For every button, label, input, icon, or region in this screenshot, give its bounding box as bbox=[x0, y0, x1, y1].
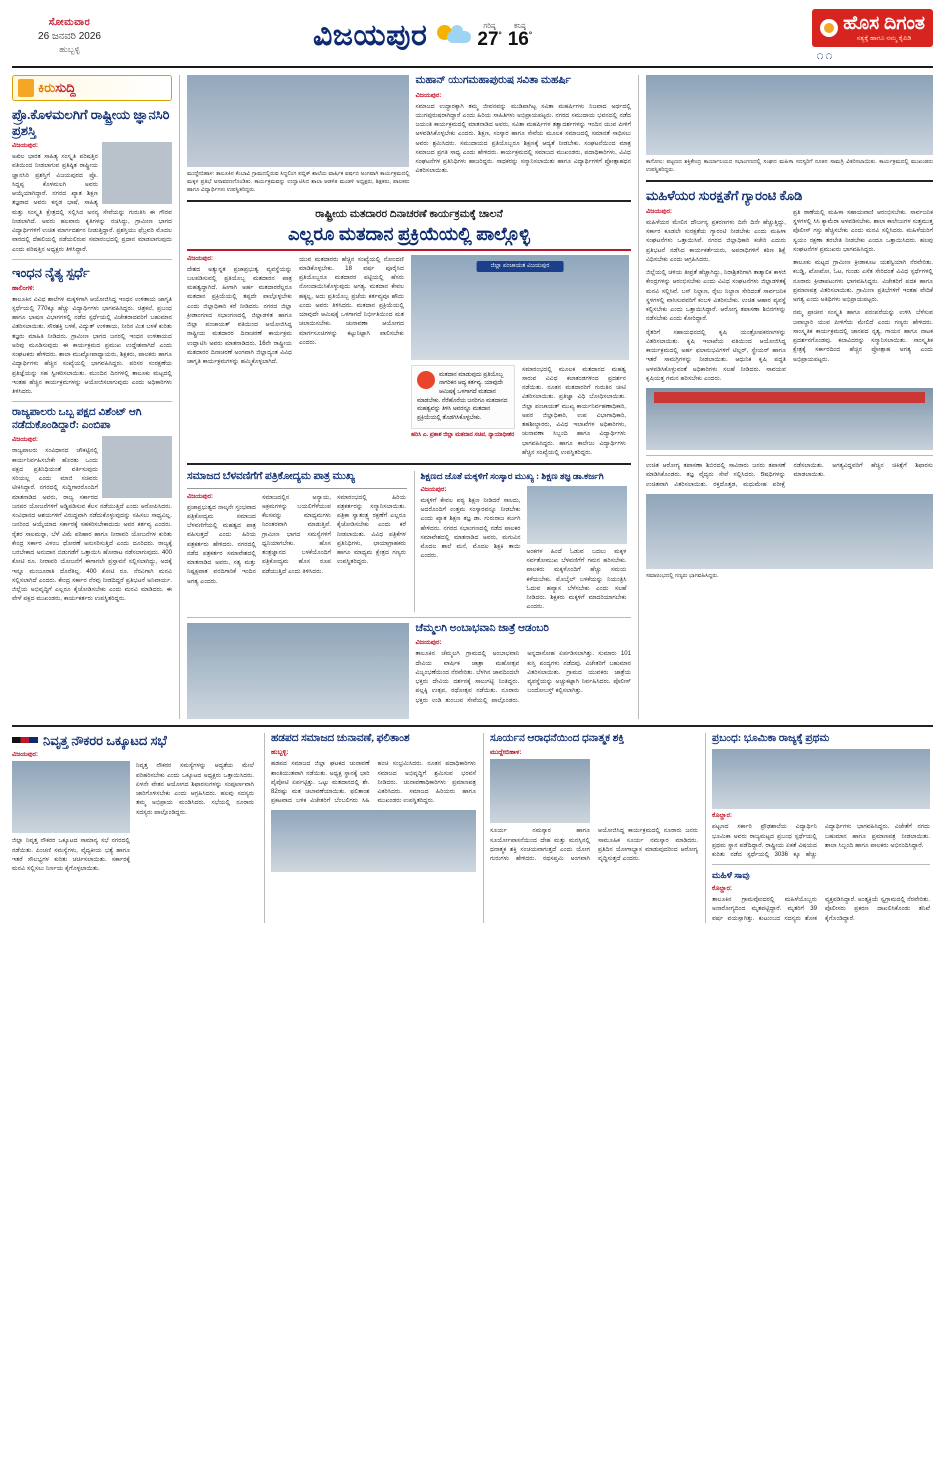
samaja-headline: ಸಮಾಜದ ಬೆಳವಣಿಗೆಗೆ ಪತ್ರಿಕೋದ್ಯಮ ಪಾತ್ರ ಮುಖ್ಯ bbox=[187, 471, 355, 483]
footer4-headline: ಪ್ರಬಂಧ: ಭೂಮಿಕಾ ರಾಜ್ಯಕ್ಕೆ ಪ್ರಥಮ bbox=[712, 732, 830, 744]
savitha-story bbox=[415, 75, 631, 194]
footer1-photo bbox=[12, 761, 130, 833]
degree-symbol-low: ° bbox=[528, 30, 533, 40]
footer-story-3 bbox=[483, 733, 698, 923]
footer2-photo bbox=[271, 810, 476, 872]
footer3-body: ಸೂರ್ಯ ನಮಸ್ಕಾರ ಹಾಗೂ ಸೂರ್ಯೋಪಾಸನೆಯಿಂದ ದೇಹ ಮತ್ತು ಮನಸ್ಸಿನಲ್ಲಿ ಧನಾತ್ಮಕ ಶಕ್ತಿ ಸಂಚಯವಾಗುತ್ತದೆ ಎಂದು ಯೋಗ ಗುರುಗಳು ಹೇಳಿದರು. ರಥಸಪ್ತಮಿ ಅಂಗವಾಗಿ ಆಯೋಜಿಸಿದ್ದ ಕಾರ್ಯಕ್ರಮದಲ್ಲಿ ನೂರಾರು ಜನರು ಸಾಮೂಹಿಕ ಸೂರ್ಯ ನಮಸ್ಕಾರ ಮಾಡಿದರು. ಪ್ರತಿದಿನ ಯೋಗಾಭ್ಯಾಸ ಮಾಡುವುದರಿಂದ ಆರೋಗ್ಯ ವೃದ್ಧಿಸುತ್ತದೆ ಎಂದರು. bbox=[490, 827, 698, 862]
main-story-text-3: ಸಮಾರಂಭದಲ್ಲಿ ಮೂಲಕ ಮತದಾನದ ಮಹತ್ವ ಸಾರುವ ವಿವಿಧ ಕಲಾತಂಡಗಳಿಂದ ಪ್ರದರ್ಶನ ನಡೆಯಿತು. ನೂತನ ಮತದಾರರಿಗೆ ಗುರುತಿನ ಚೀಟಿ ವಿತರಿಸಲಾಯಿತು. ಪ್ರತಿಜ್ಞಾ ವಿಧಿ ಬೋಧಿಸಲಾಯಿತು. ಜಿಲ್ಲಾ ಪಂಚಾಯತ್ ಮುಖ್ಯ ಕಾರ್ಯನಿರ್ವಹಣಾಧಿಕಾರಿ, ಅಪರ ಜಿಲ್ಲಾಧಿಕಾರಿ, ಉಪ ವಿಭಾಗಾಧಿಕಾರಿ, ತಹಶೀಲ್ದಾರರು, ವಿವಿಧ ಇಲಾಖೆಗಳ ಅಧಿಕಾರಿಗಳು, ಚುನಾವಣಾ ಸಿಬ್ಬಂದಿ ಹಾಗೂ ವಿದ್ಯಾರ್ಥಿಗಳು ಭಾಗವಹಿಸಿದ್ದರು. ಹಾಗೂ ಕಾಲೇಜು ವಿದ್ಯಾರ್ಥಿಗಳು ಹೆಚ್ಚಿನ ಸಂಖ್ಯೆಯಲ್ಲಿ ಉಪಸ್ಥಿತರಿದ್ದರು. bbox=[522, 365, 626, 456]
masthead-brand bbox=[718, 9, 933, 63]
main-story-columns bbox=[187, 255, 631, 458]
main-story-col1 bbox=[187, 255, 292, 458]
kirusudhi-badge bbox=[12, 75, 172, 101]
mahile-text-1: ಮಹಿಳೆಯರ ಮೇಲಿನ ದೌರ್ಜನ್ಯ ಪ್ರಕರಣಗಳು ದಿನೇ ದಿನೇ ಹೆಚ್ಚುತ್ತಿದ್ದು, ಸರ್ಕಾರ ಕೂಡಲೇ ಸುರಕ್ಷತೆಯ ಗ್ಯಾರಂಟಿ ನೀಡಬೇಕು ಎಂದು ಮಹಿಳಾ ಸಂಘಟನೆಗಳು ಒತ್ತಾಯಿಸಿವೆ. ನಗರದ ಜಿಲ್ಲಾಧಿಕಾರಿ ಕಚೇರಿ ಎದುರು ಪ್ರತಿಭಟನೆ ನಡೆಸಿದ ಕಾರ್ಯಕರ್ತೆಯರು, ಅಪರಾಧಿಗಳಿಗೆ ಕಠಿಣ ಶಿಕ್ಷೆ ವಿಧಿಸಬೇಕು ಎಂದು ಆಗ್ರಹಿಸಿದರು. bbox=[646, 218, 786, 263]
top-photo-block bbox=[187, 75, 409, 194]
samaja-story bbox=[187, 471, 407, 612]
footer-story-1 bbox=[12, 733, 257, 923]
weather-low bbox=[508, 23, 532, 49]
masthead-date: 26 ಜನವರಿ 2026 bbox=[38, 30, 101, 42]
story1-body: ಅಖಿಲ ಭಾರತ ಸಾಹಿತ್ಯ ಸಂಸ್ಕೃತಿ ಪರಿಷತ್ತಿನ ವತಿಯಿಂದ ನೀಡಲಾಗುವ ಪ್ರತಿಷ್ಠಿತ ರಾಷ್ಟ್ರೀಯ ಜ್ಞಾನಸಿರಿ ಪ್ರಶಸ್ತಿಗೆ ವಿಜಯಪುರದ ಪ್ರೊ. ಸಿದ್ದಪ್ಪ ಕೊಳಮಲಗಿ ಅವರು ಆಯ್ಕೆಯಾಗಿದ್ದಾರೆ. ನಗರದ ಖ್ಯಾತ ಶಿಕ್ಷಣ ತಜ್ಞರಾದ ಅವರು ಕನ್ನಡ ಭಾಷೆ, ಸಾಹಿತ್ಯ ಮತ್ತು ಸಂಸ್ಕೃತಿ ಕ್ಷೇತ್ರದಲ್ಲಿ ಸಲ್ಲಿಸಿದ ಅನನ್ಯ ಸೇವೆಯನ್ನು ಗುರುತಿಸಿ ಈ ಗೌರವ ನೀಡಲಾಗಿದೆ. ಅವರು ಹಲವಾರು ಕೃತಿಗಳನ್ನು ರಚಿಸಿದ್ದು, ಗ್ರಾಮೀಣ ಭಾಗದ ವಿದ್ಯಾರ್ಥಿಗಳಿಗೆ ಉಚಿತ ಮಾರ್ಗದರ್ಶನ ನೀಡುತ್ತಿದ್ದಾರೆ. ಪ್ರಶಸ್ತಿಯು ಫೆಬ್ರವರಿ ಮೊದಲ ವಾರದಲ್ಲಿ ದೆಹಲಿಯಲ್ಲಿ ನಡೆಯಲಿರುವ ಸಮಾರಂಭದಲ್ಲಿ ಪ್ರದಾನ ಮಾಡಲಾಗುವುದು ಎಂದು ಪರಿಷತ್ತಿನ ಅಧ್ಯಕ್ಷರು ತಿಳಿಸಿದ್ದಾರೆ. bbox=[12, 153, 172, 253]
footer-story-2 bbox=[264, 733, 476, 923]
footer1-text-2: ನಿವೃತ್ತ ನೌಕರರ ಸಮಸ್ಯೆಗಳನ್ನು ಆದ್ಯತೆಯ ಮೇಲೆ ಪರಿಹರಿಸಬೇಕು ಎಂದು ಒಕ್ಕೂಟದ ಅಧ್ಯಕ್ಷರು ಒತ್ತಾಯಿಸಿದರು. ಏಳನೇ ವೇತನ ಆಯೋಗದ ಶಿಫಾರಸುಗಳನ್ನು ಸಂಪೂರ್ಣವಾಗಿ ಜಾರಿಗೊಳಿಸಬೇಕು ಎಂದು ಆಗ್ರಹಿಸಿದರು. ಹಲವು ಸದಸ್ಯರು ತಮ್ಮ ಅಭಿಪ್ರಾಯ ಮಂಡಿಸಿದರು. ಸಭೆಯಲ್ಲಿ ನೂರಾರು ಸದಸ್ಯರು ಪಾಲ್ಗೊಂಡಿದ್ದರು. bbox=[136, 762, 254, 816]
event-banner: ಜಿಲ್ಲಾ ಪಂಚಾಯತ ವಿಜಯಪುರ bbox=[477, 261, 564, 272]
main-story-text-2: ಯುವ ಮತದಾರರು ಹೆಚ್ಚಿನ ಸಂಖ್ಯೆಯಲ್ಲಿ ನೋಂದಣಿ ಮಾಡಿಕೊಳ್ಳಬೇಕು. 18 ವರ್ಷ ಪೂರೈಸಿದ ಪ್ರತಿಯೊಬ್ಬರೂ ಮತದಾರರ ಪಟ್ಟಿಯಲ್ಲಿ ಹೆಸರು ನೋಂದಾಯಿಸಿಕೊಳ್ಳುವುದು ಅಗತ್ಯ. ಮತದಾನ ಕೇವಲ ಹಕ್ಕಲ್ಲ, ಅದು ಪ್ರತಿಯೊಬ್ಬ ಪ್ರಜೆಯ ಕರ್ತವ್ಯವೂ ಹೌದು ಎಂದು ಅವರು ತಿಳಿಸಿದರು. ಮತದಾನ ಪ್ರಕ್ರಿಯೆಯಲ್ಲಿ ಯಾವುದೇ ಆಮಿಷಕ್ಕೆ ಒಳಗಾಗದೆ ನಿರ್ಭೀತಿಯಿಂದ ಮತ ಚಲಾಯಿಸಬೇಕು. ಚುನಾವಣಾ ಆಯೋಗದ ಮಾರ್ಗಸೂಚಿಗಳನ್ನು ಕಟ್ಟುನಿಟ್ಟಾಗಿ ಪಾಲಿಸಬೇಕು ಎಂದರು. bbox=[299, 255, 404, 346]
shikshana-text-1: ಮಕ್ಕಳಿಗೆ ಕೇವಲ ಪಠ್ಯ ಶಿಕ್ಷಣ ನೀಡಿದರೆ ಸಾಲದು, ಅದರೊಂದಿಗೆ ಉತ್ತಮ ಸಂಸ್ಕಾರವನ್ನೂ ನೀಡಬೇಕು ಎಂದು ಖ್ಯಾತ ಶಿಕ್ಷಣ ತಜ್ಞ ಡಾ. ಗುರುರಾಜ ಕರ್ಜಗಿ ಹೇಳಿದರು. ನಗರದ ಸಭಾಂಗಣದಲ್ಲಿ ನಡೆದ ಪಾಲಕರ ಸಮಾವೇಶದಲ್ಲಿ ಮಾತನಾಡಿದ ಅವರು, ಮಗುವಿನ ಮೊದಲ ಶಾಲೆ ಮನೆ, ಮೊದಲ ಶಿಕ್ಷಕಿ ತಾಯಿ ಎಂದರು. bbox=[420, 496, 521, 560]
top-photo-caption: ಮುದ್ದೇಬಿಹಾಳ: ತಾಲೂಕಿನ ಕೆಂಬಾವಿ ಗ್ರಾಮದಲ್ಲಿರುವ ಸಿದ್ಧಲಿಂಗ ಪಬ್ಲಿಕ್ ಶಾಲೆಯ ವಾರ್ಷಿಕ ವರ್ಷದ ಅಂಗವಾಗಿ ಕಾರ್ಯಕ್ರಮದಲ್ಲಿ ಮಕ್ಕಳ ಪ್ರತಿಭೆ ಅನಾವರಣಗೊಂಡಿತು. ಕಾರ್ಯಕ್ರಮವನ್ನು ಉದ್ಘಾಟಿಸಿದ ಶಾಲಾ ಆಡಳಿತ ಮಂಡಳಿ ಅಧ್ಯಕ್ಷರು, ಶಿಕ್ಷಕರು, ಪಾಲಕರು ಹಾಗೂ ವಿದ್ಯಾರ್ಥಿಗಳು ಉಪಸ್ಥಿತರಿದ್ದರು. bbox=[187, 171, 410, 194]
shikshana-story bbox=[414, 471, 632, 612]
megaphone-icon bbox=[18, 79, 34, 97]
story3-body: ರಾಜ್ಯಪಾಲರು ಸಂವಿಧಾನದ ಚೌಕಟ್ಟಿನಲ್ಲಿ ಕಾರ್ಯನಿರ್ವಹಿಸಬೇಕೇ ಹೊರತು ಒಂದು ಪಕ್ಷದ ಪ್ರತಿನಿಧಿಯಂತೆ ವರ್ತಿಸುವುದು ಸರಿಯಲ್ಲ ಎಂದು ಮಾಜಿ ಸಚಿವರು ಟೀಕಿಸಿದ್ದಾರೆ. ನಗರದಲ್ಲಿ ಸುದ್ದಿಗಾರರೊಂದಿಗೆ ಮಾತನಾಡಿದ ಅವರು, ರಾಜ್ಯ ಸರ್ಕಾರದ ಜನಪರ ಯೋಜನೆಗಳಿಗೆ ಅಡ್ಡಿಪಡಿಸುವ ಕೆಲಸ ನಡೆಯುತ್ತಿದೆ ಎಂದು ಆರೋಪಿಸಿದರು. ಸಂವಿಧಾನದ ಆಶಯಗಳಿಗೆ ವಿರುದ್ಧವಾಗಿ ನಡೆದುಕೊಳ್ಳುವುದನ್ನು ಸಹಿಸಲು ಸಾಧ್ಯವಿಲ್ಲ. ಜನರಿಂದ ಆಯ್ಕೆಯಾದ ಸರ್ಕಾರಕ್ಕೆ ಸಹಕರಿಸಬೇಕಾದುದು ಅವರ ಕರ್ತವ್ಯ ಎಂದರು. ರೈತರ ಸಾಲಮನ್ನಾ, ಬೆಳೆ ವಿಮೆ ಪರಿಹಾರ ಹಾಗೂ ನೀರಾವರಿ ಯೋಜನೆಗಳ ಕುರಿತು ಕೇಂದ್ರ ಸರ್ಕಾರ ವಿಳಂಬ ಧೋರಣೆ ಅನುಸರಿಸುತ್ತಿದೆ ಎಂದು ದೂರಿದರು. ರಾಜ್ಯಕ್ಕೆ ಬರಬೇಕಾದ ಅನುದಾನ ಬಿಡುಗಡೆಗೆ ಒತ್ತಾಯಿಸಿ ಹೋರಾಟ ನಡೆಸಲಾಗುವುದು. 400 ಕೋಟಿ ರೂ. ನೀರಾವರಿ ಯೋಜನೆಗೆ ಈಗಾಗಲೇ ಪ್ರಸ್ತಾವನೆ ಸಲ್ಲಿಸಲಾಗಿದ್ದು, ಅದಕ್ಕೆ ಇನ್ನೂ ಮಂಜೂರಾತಿ ದೊರೆತಿಲ್ಲ. 400 ಕೋಟಿ ರೂ. ನೆರವಿಗಾಗಿ ಮನವಿ ಸಲ್ಲಿಸಲಾಗಿದೆ ಎಂದರು. ಕೇಂದ್ರ ಸರ್ಕಾರ ನೆರವು ನೀಡದಿದ್ದರೆ ಪ್ರತಿಭಟನೆ ಅನಿವಾರ್ಯ. ಜಿಲ್ಲೆಯ ಅಭಿವೃದ್ಧಿಗೆ ಎಲ್ಲರೂ ಕೈಜೋಡಿಸಬೇಕು ಎಂದು ಮನವಿ ಮಾಡಿದರು. ಈ ವೇಳೆ ಪಕ್ಷದ ಮುಖಂಡರು, ಕಾರ್ಯಕರ್ತರು ಉಪಸ್ಥಿತರಿದ್ದರು. bbox=[12, 447, 172, 603]
top-photo-row bbox=[187, 75, 631, 194]
right-bottom-photo bbox=[646, 494, 933, 569]
main-content bbox=[12, 75, 933, 719]
column-center bbox=[179, 75, 631, 719]
story2-headline: ಇಂಧನ ನೈತ್ಯ ಸ್ಪರ್ಧೆ bbox=[12, 264, 90, 280]
samaja-text-3: ಸಮಾರಂಭದಲ್ಲಿ ಹಿರಿಯ ಪತ್ರಕರ್ತರನ್ನು ಸನ್ಮಾನಿಸಲಾಯಿತು. ಪತ್ರಿಕಾ ಸ್ವಾತಂತ್ರ್ಯ ರಕ್ಷಣೆಗೆ ಎಲ್ಲರೂ ಕೈಜೋಡಿಸಬೇಕು ಎಂದು ಕರೆ ನೀಡಲಾಯಿತು. ವಿವಿಧ ಪತ್ರಿಕೆಗಳ ಪ್ರತಿನಿಧಿಗಳು, ಛಾಯಾಗ್ರಾಹಕರು ಹಾಗೂ ಮಾಧ್ಯಮ ಕ್ಷೇತ್ರದ ಗಣ್ಯರು ಉಪಸ್ಥಿತರಿದ್ದರು. bbox=[337, 493, 406, 566]
right-bottom-caption: ಸಮಾರಂಭದಲ್ಲಿ ಗಣ್ಯರು ಭಾಗವಹಿಸಿದ್ದರು. bbox=[646, 572, 719, 579]
masthead-city: ಹುಬ್ಬಳ್ಳಿ bbox=[59, 44, 80, 55]
jatre-headline: ಚೆಮ್ಮಲಗಿ ಅಂಬಾಭವಾನಿ ಜಾತ್ರೆ ಆಡಂಬರಿ bbox=[415, 622, 549, 634]
masthead-date-block bbox=[12, 17, 127, 55]
degree-symbol-high: ° bbox=[498, 30, 502, 40]
footer2-headline: ಹಡಪದ ಸಮಾಜದ ಚುನಾವಣೆ, ಫಲಿತಾಂಶ bbox=[271, 732, 410, 744]
footer1-text-1: ಜಿಲ್ಲಾ ನಿವೃತ್ತ ನೌಕರರ ಒಕ್ಕೂಟದ ಸಾಮಾನ್ಯ ಸಭೆ ನಗರದಲ್ಲಿ ನಡೆಯಿತು. ಪಿಂಚಣಿ ಸಮಸ್ಯೆಗಳು, ವೈದ್ಯಕೀಯ ಭತ್ಯೆ ಹಾಗೂ ಇತರೆ ಸೌಲಭ್ಯಗಳ ಕುರಿತು ಚರ್ಚಿಸಲಾಯಿತು. ಸರ್ಕಾರಕ್ಕೆ ಮನವಿ ಸಲ್ಲಿಸಲು ನಿರ್ಣಯ ಕೈಗೊಳ್ಳಲಾಯಿತು. bbox=[12, 837, 130, 872]
footer3-byline: ಮುದ್ದೇಬಿಹಾಳ: bbox=[490, 749, 522, 757]
main-story-headline: ಎಲ್ಲರೂ ಮತದಾನ ಪ್ರಕ್ರಿಯೆಯಲ್ಲಿ ಪಾಲ್ಗೊಳ್ಳಿ bbox=[287, 223, 531, 244]
masthead-center bbox=[127, 19, 718, 53]
weather-low-label: ಕನಿಷ್ಠ bbox=[513, 23, 526, 30]
quote-avatar-icon bbox=[417, 371, 435, 389]
tricolor-bar-icon bbox=[12, 737, 38, 743]
savitha-byline: ವಿಜಯಪುರ: bbox=[415, 91, 442, 99]
badge-first: ಕಿರು bbox=[38, 80, 56, 95]
footer5-headline: ಮಹಿಳೆ ಸಾವು bbox=[712, 870, 750, 881]
right-top-photo bbox=[646, 75, 933, 155]
brand-name: ಹೊಸ ದಿಗಂತ bbox=[843, 13, 925, 34]
sun-cloud-icon bbox=[437, 25, 471, 47]
main-story-byline: ವಿಜಯಪುರ: bbox=[187, 254, 213, 262]
brand-glyph: ೧೧ bbox=[816, 48, 835, 62]
story2-byline: ಹಾಲಿಂಗಳಿ: bbox=[12, 284, 35, 292]
footer-story-4 bbox=[705, 733, 930, 923]
main-story-text-1: ದೇಶದ ಅತ್ಯುನ್ನತ ಪ್ರಜಾಪ್ರಭುತ್ವ ವ್ಯವಸ್ಥೆಯನ್ನು ಬಲಪಡಿಸುವಲ್ಲಿ ಪ್ರತಿಯೊಬ್ಬ ಮತದಾರನ ಪಾತ್ರ ಮಹತ್ವದ್ದಾಗಿದೆ. ಹೀಗಾಗಿ ಅರ್ಹ ಮತದಾರರೆಲ್ಲರೂ ಮತದಾನ ಪ್ರಕ್ರಿಯೆಯಲ್ಲಿ ತಪ್ಪದೇ ಪಾಲ್ಗೊಳ್ಳಬೇಕು ಎಂದು ಜಿಲ್ಲಾಧಿಕಾರಿ ಕರೆ ನೀಡಿದರು. ನಗರದ ಜಿಲ್ಲಾ ಕ್ರೀಡಾಂಗಣದ ಸಭಾಂಗಣದಲ್ಲಿ ಜಿಲ್ಲಾಡಳಿತ ಹಾಗೂ ಜಿಲ್ಲಾ ಪಂಚಾಯತ್ ವತಿಯಿಂದ ಆಯೋಜಿಸಿದ್ದ ರಾಷ್ಟ್ರೀಯ ಮತದಾರರ ದಿನಾಚರಣೆ ಕಾರ್ಯಕ್ರಮ ಉದ್ಘಾಟಿಸಿ ಅವರು ಮಾತನಾಡಿದರು. 16ನೇ ರಾಷ್ಟ್ರೀಯ ಮತದಾರರ ದಿನಾಚರಣೆ ಅಂಗವಾಗಿ ಜಿಲ್ಲಾದ್ಯಂತ ವಿವಿಧ ಜಾಗೃತಿ ಕಾರ್ಯಕ್ರಮಗಳನ್ನು ಹಮ್ಮಿಕೊಳ್ಳಲಾಗಿದೆ. bbox=[187, 265, 292, 366]
footer1-byline: ವಿಜಯಪುರ: bbox=[12, 751, 38, 759]
event-photo bbox=[411, 255, 629, 360]
right-story2-body: ಜಿಲ್ಲೆಯಲ್ಲಿ ಚಳಿಯ ತೀವ್ರತೆ ಹೆಚ್ಚಾಗಿದ್ದು, ನಿರಾಶ್ರಿತರಿಗಾಗಿ ತಾತ್ಕಾಲಿಕ ಕಾಳಜಿ ಕೇಂದ್ರಗಳನ್ನು ಆರಂಭಿಸಬೇಕು ಎಂದು ವಿವಿಧ ಸಂಘಟನೆಗಳು ಜಿಲ್ಲಾಡಳಿತಕ್ಕೆ ಮನವಿ ಸಲ್ಲಿಸಿವೆ. ಬಸ್ ನಿಲ್ದಾಣ, ರೈಲು ನಿಲ್ದಾಣ ಸೇರಿದಂತೆ ಸಾರ್ವಜನಿಕ ಸ್ಥಳಗಳಲ್ಲಿ ವಾಸಿಸುವವರಿಗೆ ಕಂಬಳಿ ವಿತರಿಸಬೇಕು. ಉಚಿತ ಆಹಾರ ವ್ಯವಸ್ಥೆ ಕಲ್ಪಿಸಬೇಕು ಎಂದು ಒತ್ತಾಯಿಸಿದ್ದಾರೆ. ಆರೋಗ್ಯ ತಪಾಸಣಾ ಶಿಬಿರಗಳನ್ನು ನಡೆಸಬೇಕು ಎಂದು ಕೋರಿದ್ದಾರೆ. bbox=[646, 269, 786, 323]
footer2-byline: ಹುಬ್ಬಳ್ಳಿ: bbox=[271, 749, 289, 757]
story1-portrait bbox=[102, 142, 172, 204]
right-story5-body: ನಮ್ಮ ಪ್ರಾಚೀನ ಸಂಸ್ಕೃತಿ ಹಾಗೂ ಪರಂಪರೆಯನ್ನು ಉಳಿಸಿ ಬೆಳೆಸುವ ಜವಾಬ್ದಾರಿ ಯುವ ಪೀಳಿಗೆಯ ಮೇಲಿದೆ ಎಂದು ಗಣ್ಯರು ಹೇಳಿದರು. ಸಾಂಸ್ಕೃತಿಕ ಕಾರ್ಯಕ್ರಮದಲ್ಲಿ ಜಾನಪದ ನೃತ್ಯ, ಗಾಯನ ಹಾಗೂ ನಾಟಕ ಪ್ರದರ್ಶನಗೊಂಡವು. ಕಲಾವಿದರನ್ನು ಸನ್ಮಾನಿಸಲಾಯಿತು. ಸಾಂಸ್ಕೃತಿಕ ಕ್ಷೇತ್ರಕ್ಕೆ ಸರ್ಕಾರದಿಂದ ಹೆಚ್ಚಿನ ಪ್ರೋತ್ಸಾಹ ಅಗತ್ಯ ಎಂದು ಅಭಿಪ್ರಾಯಪಟ್ಟರು. bbox=[793, 309, 933, 363]
story2-body: ತಾಲೂಕಿನ ವಿವಿಧ ಶಾಲೆಗಳ ಮಕ್ಕಳಿಗಾಗಿ ಆಯೋಜಿಸಿದ್ದ ಇಂಧನ ಉಳಿತಾಯ ಜಾಗೃತಿ ಸ್ಪರ್ಧೆಯಲ್ಲಿ 770ಕ್ಕೂ ಹೆಚ್ಚು ವಿದ್ಯಾರ್ಥಿಗಳು ಭಾಗವಹಿಸಿದ್ದರು. ಚಿತ್ರಕಲೆ, ಪ್ರಬಂಧ ಹಾಗೂ ಭಾಷಣ ವಿಭಾಗಗಳಲ್ಲಿ ನಡೆದ ಸ್ಪರ್ಧೆಯಲ್ಲಿ ವಿಜೇತರಾದವರಿಗೆ ಬಹುಮಾನ ವಿತರಿಸಲಾಯಿತು. ಸೌರಶಕ್ತಿ ಬಳಕೆ, ವಿದ್ಯುತ್ ಉಳಿತಾಯ, ನೀರಿನ ಮಿತ ಬಳಕೆ ಕುರಿತು ತಜ್ಞರು ಮಾಹಿತಿ ನೀಡಿದರು. ಗ್ರಾಮೀಣ ಭಾಗದ ಜನರಲ್ಲಿ ಇಂಧನ ಉಳಿತಾಯದ ಅರಿವು ಮೂಡಿಸುವುದು ಈ ಕಾರ್ಯಕ್ರಮದ ಪ್ರಮುಖ ಉದ್ದೇಶವಾಗಿದೆ ಎಂದು ಸಂಘಟಕರು ಹೇಳಿದರು. ಶಾಲಾ ಮುಖ್ಯೋಪಾಧ್ಯಾಯರು, ಶಿಕ್ಷಕರು, ಪಾಲಕರು ಹಾಗೂ ವಿದ್ಯಾರ್ಥಿಗಳು ಹೆಚ್ಚಿನ ಸಂಖ್ಯೆಯಲ್ಲಿ ಭಾಗವಹಿಸಿದ್ದರು. ಪರಿಸರ ಸಂರಕ್ಷಣೆಯ ಪ್ರತಿಜ್ಞೆಯನ್ನು ಸಹ ಸ್ವೀಕರಿಸಲಾಯಿತು. ಮುಂದಿನ ದಿನಗಳಲ್ಲಿ ತಾಲೂಕು ಮಟ್ಟದಲ್ಲಿ ಇಂತಹ ಹೆಚ್ಚಿನ ಕಾರ್ಯಕ್ರಮಗಳನ್ನು ಆಯೋಜಿಸಲಾಗುವುದು ಎಂದು ಅಧಿಕಾರಿಗಳು ತಿಳಿಸಿದರು. bbox=[12, 295, 172, 396]
main-story-media bbox=[411, 255, 629, 458]
quote-block bbox=[411, 365, 515, 458]
mid-stories-row bbox=[187, 471, 631, 612]
column-left bbox=[12, 75, 172, 719]
quote-text: ಮತದಾನ ಮಾಡುವುದು ಪ್ರತಿಯೊಬ್ಬ ನಾಗರಿಕನ ಆದ್ಯ ಕರ್ತವ್ಯ. ಯಾವುದೇ ಆಮಿಷಕ್ಕೆ ಒಳಗಾಗದೆ ಮತದಾನ ಮಾಡಬೇಕು. ನೆರೆಹೊರೆಯ ಜನರಿಗೂ ಮತದಾನದ ಮಹತ್ವವನ್ನು ತಿಳಿಸಿ ಅವರನ್ನೂ ಮತದಾನ ಪ್ರಕ್ರಿಯೆಯಲ್ಲಿ ತೊಡಗಿಸಿಕೊಳ್ಳಬೇಕು. bbox=[417, 371, 508, 422]
inauguration-photo bbox=[187, 623, 409, 719]
brand-tagline: ಸತ್ಯಕ್ಕೆ ಹಾಗೂ ನಮ್ಮ ಕೈಪಿಡಿ bbox=[856, 35, 912, 42]
masthead bbox=[12, 10, 933, 68]
weather-high-label: ಗರಿಷ್ಠ bbox=[483, 23, 496, 30]
mahile-text-2: ಪ್ರತಿ ಠಾಣೆಯಲ್ಲಿ ಮಹಿಳಾ ಸಹಾಯವಾಣಿ ಆರಂಭಿಸಬೇಕು. ಸಾರ್ವಜನಿಕ ಸ್ಥಳಗಳಲ್ಲಿ ಸಿಸಿ ಕ್ಯಾಮೆರಾ ಅಳವಡಿಸಬೇಕು. ಶಾಲಾ ಕಾಲೇಜುಗಳ ಸುತ್ತಮುತ್ತ ಪೊಲೀಸ್ ಗಸ್ತು ಹೆಚ್ಚಿಸಬೇಕು ಎಂದು ಮನವಿ ಸಲ್ಲಿಸಿದರು. ಮಹಿಳೆಯರಿಗೆ ಸ್ವಯಂ ರಕ್ಷಣಾ ತರಬೇತಿ ನೀಡಬೇಕು ಎಂದೂ ಒತ್ತಾಯಿಸಿದರು. ಹಲವು ಸಂಘಟನೆಗಳ ಪ್ರಮುಖರು ಭಾಗವಹಿಸಿದ್ದರು. bbox=[793, 208, 933, 253]
main-story-col3 bbox=[522, 365, 626, 458]
footer4-body: ಪಟ್ಟಣದ ಸರ್ಕಾರಿ ಪ್ರೌಢಶಾಲೆಯ ವಿದ್ಯಾರ್ಥಿನಿ ಭೂಮಿಕಾ ಅವರು ರಾಜ್ಯಮಟ್ಟದ ಪ್ರಬಂಧ ಸ್ಪರ್ಧೆಯಲ್ಲಿ ಪ್ರಥಮ ಸ್ಥಾನ ಪಡೆದಿದ್ದಾರೆ. ರಾಷ್ಟ್ರೀಯ ಏಕತೆ ವಿಷಯದ ಕುರಿತು ನಡೆದ ಸ್ಪರ್ಧೆಯಲ್ಲಿ 3036 ಕ್ಕೂ ಹೆಚ್ಚು ವಿದ್ಯಾರ್ಥಿಗಳು ಭಾಗವಹಿಸಿದ್ದರು. ವಿಜೇತೆಗೆ ನಗದು ಬಹುಮಾನ ಹಾಗೂ ಪ್ರಮಾಣಪತ್ರ ನೀಡಲಾಯಿತು. ಶಾಲಾ ಸಿಬ್ಬಂದಿ ಹಾಗೂ ಪಾಲಕರು ಅಭಿನಂದಿಸಿದ್ದಾರೆ. bbox=[712, 823, 930, 858]
group-photo-1 bbox=[187, 75, 409, 167]
main-story-kicker: ರಾಷ್ಟ್ರೀಯ ಮತದಾರರ ದಿನಾಚರಣೆ ಕಾರ್ಯಕ್ರಮಕ್ಕೆ ಚಾಲನೆ bbox=[315, 208, 503, 221]
samaja-text-1: ಪ್ರಜಾಪ್ರಭುತ್ವದ ನಾಲ್ಕನೇ ಸ್ತಂಭವಾದ ಪತ್ರಿಕೋದ್ಯಮ ಸಮಾಜದ ಬೆಳವಣಿಗೆಯಲ್ಲಿ ಮಹತ್ವದ ಪಾತ್ರ ವಹಿಸುತ್ತದೆ ಎಂದು ಹಿರಿಯ ಪತ್ರಕರ್ತರು ಹೇಳಿದರು. ನಗರದಲ್ಲಿ ನಡೆದ ಪತ್ರಕರ್ತರ ಸಮಾವೇಶದಲ್ಲಿ ಮಾತನಾಡಿದ ಅವರು, ಸತ್ಯ ಮತ್ತು ನಿಷ್ಪಕ್ಷಪಾತ ವರದಿಗಾರಿಕೆ ಇಂದಿನ ಅಗತ್ಯ ಎಂದರು. bbox=[187, 503, 256, 585]
story3-headline: ರಾಜ್ಯಪಾಲರು ಒಬ್ಬ ಪಕ್ಷದ ವಿಶೆಂಟ್ ಆಗಿ ನಡೆದುಕೊಂಡಿದ್ದಾರೆ: ಎಂಬಿಪಾ bbox=[12, 407, 142, 431]
shikshana-text-2: ಅಂಕಗಳ ಹಿಂದೆ ಓಡುವ ಬದಲು ಮಕ್ಕಳ ಸರ್ವತೋಮುಖ ಬೆಳವಣಿಗೆಗೆ ಗಮನ ಹರಿಸಬೇಕು. ಪಾಲಕರು ಮಕ್ಕಳೊಂದಿಗೆ ಹೆಚ್ಚು ಸಮಯ ಕಳೆಯಬೇಕು. ಮೊಬೈಲ್ ಬಳಕೆಯನ್ನು ನಿಯಂತ್ರಿಸಿ ಓದುವ ಹವ್ಯಾಸ ಬೆಳೆಸಬೇಕು ಎಂದು ಸಲಹೆ ನೀಡಿದರು. ಶಿಕ್ಷಕರು ಮಕ್ಕಳಿಗೆ ಮಾದರಿಯಾಗಬೇಕು ಎಂದರು. bbox=[526, 547, 627, 611]
footer-section bbox=[12, 725, 933, 923]
story1-headline: ಪ್ರೊ.ಕೊಳಮಲಗಿಗೆ ರಾಷ್ಟ್ರೀಯ ಜ್ಞಾನಸಿರಿ ಪ್ರಶಸ್ತಿ bbox=[12, 107, 170, 138]
edition-title: ವಿಜಯಪುರ bbox=[312, 19, 428, 52]
footer4-byline: ಕೊಲ್ಹಾರ: bbox=[712, 812, 733, 820]
right-story6-body: ಉಚಿತ ಆರೋಗ್ಯ ತಪಾಸಣಾ ಶಿಬಿರದಲ್ಲಿ ಸಾವಿರಾರು ಜನರು ತಪಾಸಣೆ ಮಾಡಿಸಿಕೊಂಡರು. ತಜ್ಞ ವೈದ್ಯರು ಸೇವೆ ಸಲ್ಲಿಸಿದರು. ಔಷಧಿಗಳನ್ನು ಉಚಿತವಾಗಿ ವಿತರಿಸಲಾಯಿತು. ರಕ್ತದೊತ್ತಡ, ಮಧುಮೇಹ ಪರೀಕ್ಷೆ ನಡೆಸಲಾಯಿತು. ಅಗತ್ಯವಿದ್ದವರಿಗೆ ಹೆಚ್ಚಿನ ಚಿಕಿತ್ಸೆಗೆ ಶಿಫಾರಸು ಮಾಡಲಾಯಿತು. bbox=[646, 462, 933, 488]
jatre-byline: ವಿಜಯಪುರ: bbox=[415, 639, 442, 647]
weather-widget bbox=[437, 23, 532, 49]
shikshana-byline: ವಿಜಯಪುರ: bbox=[420, 485, 447, 493]
column-right bbox=[638, 75, 933, 719]
shikshana-photo bbox=[527, 486, 627, 544]
right-mid-photo bbox=[646, 388, 933, 450]
footer5-byline: ಕೊಲ್ಹಾರ: bbox=[712, 885, 733, 893]
story1-byline: ವಿಜಯಪುರ: bbox=[12, 142, 38, 150]
masthead-day: ಸೋಮವಾರ bbox=[48, 17, 91, 29]
jatre-story bbox=[416, 623, 632, 719]
footer4-photo bbox=[712, 749, 930, 809]
mahile-byline: ವಿಜಯಪುರ: bbox=[646, 207, 672, 215]
story3-byline: ವಿಜಯಪುರ: bbox=[12, 436, 38, 444]
samaja-text-2: ಸಮಾಜದಲ್ಲಿನ ಅನ್ಯಾಯ, ಅಕ್ರಮಗಳನ್ನು ಬಯಲಿಗೆಳೆಯುವ ಕೆಲಸವನ್ನು ಮಾಧ್ಯಮಗಳು ನಿರಂತರವಾಗಿ ಮಾಡುತ್ತಿವೆ. ಗ್ರಾಮೀಣ ಭಾಗದ ಸಮಸ್ಯೆಗಳಿಗೆ ಧ್ವನಿಯಾಗಬೇಕು. ಹೊಸ ತಂತ್ರಜ್ಞಾನದ ಬಳಕೆಯೊಂದಿಗೆ ಪತ್ರಿಕೋದ್ಯಮ ಹೊಸ ರೂಪ ಪಡೆಯುತ್ತಿದೆ ಎಂದು ತಿಳಿಸಿದರು. bbox=[262, 493, 331, 575]
footer2-body: ಹಡಪದ ಸಮಾಜದ ಜಿಲ್ಲಾ ಘಟಕದ ಚುನಾವಣೆ ಶಾಂತಿಯುತವಾಗಿ ನಡೆಯಿತು. ಅಧ್ಯಕ್ಷ ಸ್ಥಾನಕ್ಕೆ ಭಾರಿ ಪೈಪೋಟಿ ಏರ್ಪಟ್ಟಿತ್ತು. ಒಟ್ಟು ಮತದಾನದಲ್ಲಿ ಶೇ. 82ರಷ್ಟು ಮತ ಚಲಾವಣೆಯಾಯಿತು. ಫಲಿತಾಂಶ ಪ್ರಕಟವಾದ ಬಳಿಕ ವಿಜೇತರಿಗೆ ಬೆಂಬಲಿಗರು ಸಿಹಿ ಹಂಚಿ ಸಂಭ್ರಮಿಸಿದರು. ನೂತನ ಪದಾಧಿಕಾರಿಗಳು ಸಮಾಜದ ಅಭಿವೃದ್ಧಿಗೆ ಶ್ರಮಿಸುವ ಭರವಸೆ ನೀಡಿದರು. ಚುನಾವಣಾಧಿಕಾರಿಗಳು ಪ್ರಮಾಣಪತ್ರ ವಿತರಿಸಿದರು. ಸಮಾಜದ ಹಿರಿಯರು ಹಾಗೂ ಮುಖಂಡರು ಉಪಸ್ಥಿತರಿದ್ದರು. bbox=[271, 760, 476, 805]
footer-sec-head-1 bbox=[12, 733, 257, 749]
sun-logo-icon bbox=[820, 19, 838, 37]
brand-logo bbox=[812, 9, 933, 47]
quote-attribution: ಹರಿಸಿ ಎ. ಪ್ರಕಾಶ ಜಿಲ್ಲಾ ಮತದಾನ ಸಚಿವ, ನ್ಯಾಯಾಧೀಶರ bbox=[411, 431, 515, 438]
right-story4-body: ತಾಲೂಕು ಮಟ್ಟದ ಗ್ರಾಮೀಣ ಕ್ರೀಡಾಕೂಟ ಯಶಸ್ವಿಯಾಗಿ ನೆರವೇರಿತು. ಕಬಡ್ಡಿ, ಖೋಖೋ, ಓಟ, ಗುಂಡು ಎಸೆತ ಸೇರಿದಂತೆ ವಿವಿಧ ಸ್ಪರ್ಧೆಗಳಲ್ಲಿ ನೂರಾರು ಕ್ರೀಡಾಪಟುಗಳು ಭಾಗವಹಿಸಿದ್ದರು. ವಿಜೇತರಿಗೆ ಪದಕ ಹಾಗೂ ಪ್ರಮಾಣಪತ್ರ ವಿತರಿಸಲಾಯಿತು. ಗ್ರಾಮೀಣ ಪ್ರತಿಭೆಗಳಿಗೆ ಇಂತಹ ವೇದಿಕೆ ಅಗತ್ಯ ಎಂದು ಅತಿಥಿಗಳು ಅಭಿಪ್ರಾಯಪಟ್ಟರು. bbox=[793, 259, 933, 304]
shikshana-headline: ಶಿಕ್ಷಣದ ಜೊತೆ ಮಕ್ಕಳಿಗೆ ಸಂಸ್ಕಾರ ಮುಖ್ಯ : ಶಿಕ್ಷಣ ತಜ್ಞ ಡಾ.ಕರ್ಜಗಿ bbox=[420, 471, 604, 482]
jatre-body: ತಾಲೂಕಿನ ಚೆಮ್ಮಲಗಿ ಗ್ರಾಮದಲ್ಲಿ ಅಂಬಾಭವಾನಿ ದೇವಿಯ ವಾರ್ಷಿಕ ಜಾತ್ರಾ ಮಹೋತ್ಸವ ವಿಜೃಂಭಣೆಯಿಂದ ನೆರವೇರಿತು. ಬೆಳಗಿನ ಜಾವದಿಂದಲೇ ಭಕ್ತರು ದೇವಿಯ ದರ್ಶನಕ್ಕೆ ಸಾಲುಗಟ್ಟಿ ನಿಂತಿದ್ದರು. ಪಲ್ಲಕ್ಕಿ ಉತ್ಸವ, ರಥೋತ್ಸವ ನಡೆಯಿತು. ನೂರಾರು ಭಕ್ತರು ಉಡಿ ತುಂಬುವ ಸೇವೆಯಲ್ಲಿ ಪಾಲ್ಗೊಂಡರು. ಅನ್ನದಾಸೋಹ ಏರ್ಪಡಿಸಲಾಗಿತ್ತು. ಸುಮಾರು 101 ಕುಸ್ತಿ ಪಂದ್ಯಗಳು ನಡೆದವು. ವಿಜೇತರಿಗೆ ಬಹುಮಾನ ವಿತರಿಸಲಾಯಿತು. ಗ್ರಾಮದ ಯುವಕರು ಜಾತ್ರೆಯ ವ್ಯವಸ್ಥೆಯನ್ನು ಅಚ್ಚುಕಟ್ಟಾಗಿ ನಿರ್ವಹಿಸಿದರು. ಪೊಲೀಸ್ ಬಂದೋಬಸ್ತ್ ಕಲ್ಪಿಸಲಾಗಿತ್ತು. bbox=[415, 650, 631, 704]
bottom-row-center bbox=[187, 623, 631, 719]
center-bottom-photo bbox=[187, 623, 409, 719]
right-top-caption: ಕಾಗೋಲ: ಪಟ್ಟಣದ ಶಕ್ತಿಕೇಂದ್ರ ಕಾರ್ಯಾಲಯದ ಸಭಾಂಗಣದಲ್ಲಿ ಸಂಘದ ಮಹಿಳಾ ಸದಸ್ಯರಿಗೆ ನೂತನ ಸಾಮಗ್ರಿ ವಿತರಿಸಲಾಯಿತು. ಕಾರ್ಯಕ್ರಮದಲ್ಲಿ ಮುಖಂಡರು ಉಪಸ್ಥಿತರಿದ್ದರು. bbox=[646, 159, 933, 174]
weather-low-value: 16 bbox=[507, 29, 529, 50]
footer3-photo bbox=[490, 759, 590, 823]
savitha-headline: ಮಹಾನ್ ಯುಗಮಹಾಪುರುಷ ಸವಿತಾ ಮಹರ್ಷಿ bbox=[415, 75, 571, 86]
weather-high bbox=[477, 23, 501, 49]
badge-second: ಸುದ್ದಿ bbox=[55, 80, 76, 95]
footer5-body: ತಾಲೂಕಿನ ಗ್ರಾಮವೊಂದರಲ್ಲಿ ಮಹಿಳೆಯೊಬ್ಬರು ಅನಾರೋಗ್ಯದಿಂದ ಮೃತಪಟ್ಟಿದ್ದಾರೆ. ಮೃತರಿಗೆ 39 ವರ್ಷ ವಯಸ್ಸಾಗಿತ್ತು. ಕುಟುಂಬದ ಸದಸ್ಯರು ಶೋಕ ವ್ಯಕ್ತಪಡಿಸಿದ್ದಾರೆ. ಅಂತ್ಯಕ್ರಿಯೆ ಸ್ವಗ್ರಾಮದಲ್ಲಿ ನೆರವೇರಿತು. ಪೊಲೀಸರು ಪ್ರಕರಣ ದಾಖಲಿಸಿಕೊಂಡು ತನಿಖೆ ಕೈಗೊಂಡಿದ್ದಾರೆ. bbox=[712, 896, 930, 922]
footer3-headline: ಸೂರ್ಯನ ಆರಾಧನೆಯಿಂದ ಧನಾತ್ಮಕ ಶಕ್ತಿ bbox=[490, 732, 625, 744]
samaja-byline: ವಿಜಯಪುರ: bbox=[187, 492, 213, 500]
right-story3-body: ರೈತರಿಗೆ ಸಹಾಯಧನದಲ್ಲಿ ಕೃಷಿ ಯಂತ್ರೋಪಕರಣಗಳನ್ನು ವಿತರಿಸಲಾಯಿತು. ಕೃಷಿ ಇಲಾಖೆಯ ವತಿಯಿಂದ ಆಯೋಜಿಸಿದ್ದ ಕಾರ್ಯಕ್ರಮದಲ್ಲಿ ಅರ್ಹ ಫಲಾನುಭವಿಗಳಿಗೆ ಟಿಲ್ಲರ್, ಸ್ಪ್ರೇಯರ್ ಹಾಗೂ ಇತರೆ ಸಾಮಗ್ರಿಗಳನ್ನು ನೀಡಲಾಯಿತು. ಆಧುನಿಕ ಕೃಷಿ ಪದ್ಧತಿ ಅಳವಡಿಸಿಕೊಳ್ಳುವಂತೆ ಅಧಿಕಾರಿಗಳು ಸಲಹೆ ನೀಡಿದರು. ಸಾವಯವ ಕೃಷಿಯತ್ತ ಗಮನ ಹರಿಸಬೇಕು ಎಂದರು. bbox=[646, 328, 786, 382]
story3-portrait bbox=[102, 436, 172, 498]
main-story bbox=[187, 208, 631, 457]
footer1-headline: ನಿವೃತ್ತ ನೌಕರರ ಒಕ್ಕೂಟದ ಸಭೆ bbox=[43, 732, 167, 748]
weather-high-value: 27 bbox=[477, 29, 499, 50]
mahile-headline: ಮಹಿಳೆಯರ ಸುರಕ್ಷತೆಗೆ ಗ್ಯಾರಂಟಿ ಕೊಡಿ bbox=[646, 188, 803, 204]
quote-box bbox=[411, 365, 515, 429]
main-story-col2 bbox=[299, 255, 404, 458]
savitha-body: ಸಮಾಜದ ಉದ್ಧಾರಕ್ಕಾಗಿ ತಮ್ಮ ಜೀವನವನ್ನು ಮುಡಿಪಾಗಿಟ್ಟ ಸವಿತಾ ಮಹರ್ಷಿಗಳು ನಿಜವಾದ ಅರ್ಥದಲ್ಲಿ ಯುಗಪುರುಷರಾಗಿದ್ದಾರೆ ಎಂದು ಹಿರಿಯ ಸಾಹಿತಿಗಳು ಅಭಿಪ್ರಾಯಪಟ್ಟರು. ನಗರದ ಸಮುದಾಯ ಭವನದಲ್ಲಿ ನಡೆದ ಜಯಂತಿ ಕಾರ್ಯಕ್ರಮದಲ್ಲಿ ಮಾತನಾಡಿದ ಅವರು, ಸವಿತಾ ಮಹರ್ಷಿಗಳ ತತ್ವಾದರ್ಶಗಳನ್ನು ಇಂದಿನ ಯುವ ಪೀಳಿಗೆ ಅಳವಡಿಸಿಕೊಳ್ಳಬೇಕು ಎಂದರು. ಶಿಕ್ಷಣ, ಸಂಸ್ಕಾರ ಹಾಗೂ ಸೇವೆಯ ಮೂಲಕ ಸಮಾಜದಲ್ಲಿ ಸಮಾನತೆ ಸಾಧಿಸಲು ಅವರು ಶ್ರಮಿಸಿದರು. ಸಮುದಾಯದ ಪ್ರತಿಯೊಬ್ಬರೂ ಶಿಕ್ಷಣಕ್ಕೆ ಆದ್ಯತೆ ನೀಡಬೇಕು. ಸಂಘಟನೆಯಿಂದ ಮಾತ್ರ ಸಮಾಜದ ಪ್ರಗತಿ ಸಾಧ್ಯ ಎಂದು ಹೇಳಿದರು. ಕಾರ್ಯಕ್ರಮದಲ್ಲಿ ಸಮಾಜದ ಮುಖಂಡರು, ಪದಾಧಿಕಾರಿಗಳು, ವಿವಿಧ ಸಂಘಟನೆಗಳ ಪ್ರತಿನಿಧಿಗಳು ಹಾಜರಿದ್ದರು. ಸಾಧಕರನ್ನು ಸನ್ಮಾನಿಸಲಾಯಿತು ಹಾಗೂ ವಿದ್ಯಾರ್ಥಿಗಳಿಗೆ ಪ್ರೋತ್ಸಾಹಧನ ವಿತರಿಸಲಾಯಿತು. bbox=[415, 102, 631, 175]
